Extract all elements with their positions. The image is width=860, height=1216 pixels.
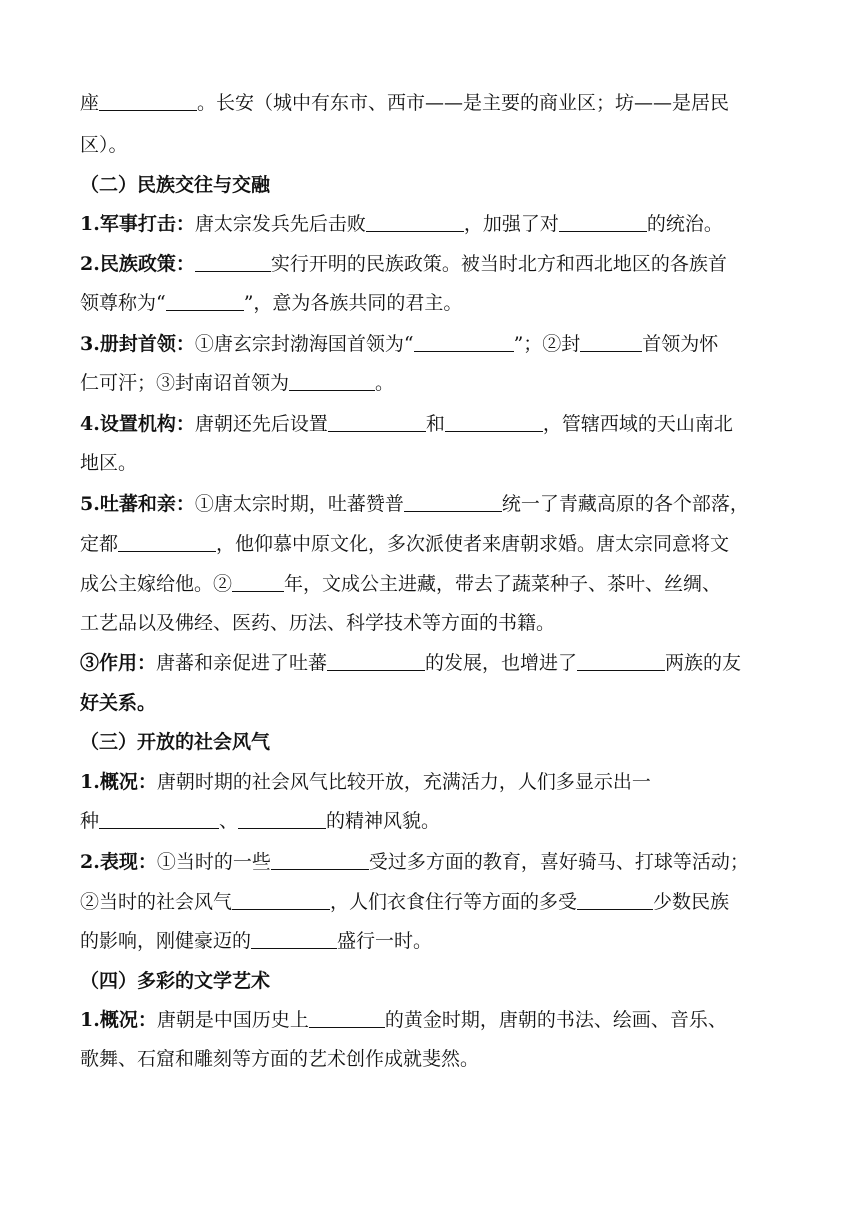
fill-in-blank[interactable] — [414, 333, 514, 352]
text-span: 唐朝时期的社会风气比较开放，充满活力，人们多显示出一 — [156, 771, 651, 793]
text-span: 的精神风貌。 — [326, 810, 441, 832]
text-line — [80, 291, 800, 315]
text-line — [80, 1008, 800, 1032]
text-span: ，他仰慕中原文化，多次派使者来唐朝求婚。唐太宗同意将文 — [216, 533, 730, 555]
text-span: 的统治。 — [646, 213, 723, 235]
text-span: ①唐玄宗封渤海国首领为“ — [194, 333, 414, 355]
fill-in-blank[interactable] — [99, 92, 197, 111]
fill-in-blank[interactable] — [166, 292, 244, 311]
bold-text: 5.吐蕃和亲： — [80, 493, 195, 515]
fill-in-blank[interactable] — [577, 891, 653, 910]
fill-in-blank[interactable] — [309, 1009, 385, 1028]
text-span: ①唐太宗时期，吐蕃赞普 — [194, 493, 404, 515]
bold-text: （四）多彩的文学艺术 — [80, 970, 271, 992]
text-line — [80, 890, 800, 914]
text-line — [80, 850, 800, 874]
fill-in-blank[interactable] — [559, 213, 647, 232]
text-span: 。 — [375, 372, 395, 394]
text-span: 唐太宗发兵先后击败 — [194, 213, 366, 235]
text-line — [80, 809, 800, 833]
text-span: 受过多方面的教育，喜好骑马、打球等活动； — [368, 851, 749, 873]
text-line — [80, 252, 800, 276]
text-span: 唐蕃和亲促进了吐蕃 — [156, 652, 328, 674]
bold-text: ③作用： — [80, 652, 157, 674]
text-span: ”，意为各族共同的君主。 — [243, 292, 463, 314]
text-span: ，加强了对 — [463, 213, 559, 235]
bold-text: （三）开放的社会风气 — [80, 731, 271, 753]
text-span: 唐朝还先后设置 — [194, 413, 328, 435]
text-line — [80, 451, 800, 475]
bold-text: 1.军事打击： — [80, 213, 195, 235]
fill-in-blank[interactable] — [232, 891, 330, 910]
text-line — [80, 332, 800, 356]
fill-in-blank[interactable] — [251, 930, 337, 949]
bold-text: 1.概况： — [80, 771, 157, 793]
text-line — [80, 572, 800, 596]
text-line — [80, 91, 800, 115]
bold-text: 好关系。 — [80, 692, 157, 714]
text-span: 少数民族 — [653, 891, 730, 913]
fill-in-blank[interactable] — [99, 810, 219, 829]
fill-in-blank[interactable] — [328, 413, 426, 432]
text-span: 实行开明的民族政策。被当时北方和西北地区的各族首 — [270, 253, 727, 275]
text-span: 定都 — [80, 533, 119, 555]
text-span: 的黄金时期，唐朝的书法、绘画、音乐、 — [384, 1009, 727, 1031]
text-line — [80, 770, 800, 794]
bold-text: 3.册封首领： — [80, 333, 195, 355]
bold-text: 1.概况： — [80, 1009, 157, 1031]
text-line — [80, 969, 800, 993]
text-span: 座 — [80, 92, 100, 114]
text-line — [80, 133, 800, 157]
text-span: ②当时的社会风气 — [80, 891, 233, 913]
text-span: 成公主嫁给他。② — [80, 573, 233, 595]
text-span: 、 — [219, 810, 239, 832]
fill-in-blank[interactable] — [238, 810, 326, 829]
fill-in-blank[interactable] — [195, 253, 271, 272]
bold-text: 2.民族政策： — [80, 253, 195, 275]
text-span: 盛行一时。 — [337, 930, 433, 952]
text-span: 的发展，也增进了 — [425, 652, 578, 674]
text-span: 。长安（城中有东市、西市——是主要的商业区；坊——是居民 — [197, 92, 730, 114]
text-span: 两族的友 — [665, 652, 742, 674]
text-span: 仁可汗；③封南诏首领为 — [80, 372, 290, 394]
bold-text: 2.表现： — [80, 851, 157, 873]
text-span: 和 — [425, 413, 445, 435]
fill-in-blank[interactable] — [327, 652, 425, 671]
text-span: 地区。 — [80, 452, 138, 474]
text-span: 领尊称为“ — [80, 292, 166, 314]
fill-in-blank[interactable] — [445, 413, 543, 432]
text-line — [80, 730, 800, 754]
text-line — [80, 532, 800, 556]
text-line — [80, 611, 800, 635]
bold-text: （二）民族交往与交融 — [80, 174, 271, 196]
text-span: 年，文成公主进藏，带去了蔬菜种子、茶叶、丝绸、 — [284, 573, 722, 595]
text-span: 统一了青藏高原的各个部落， — [501, 493, 749, 515]
text-span: 区）。 — [80, 134, 128, 156]
text-span: 种 — [80, 810, 100, 832]
text-line — [80, 1047, 800, 1071]
text-line — [80, 371, 800, 395]
text-span: 首领为怀 — [642, 333, 719, 355]
text-span: 唐朝是中国历史上 — [156, 1009, 309, 1031]
fill-in-blank[interactable] — [118, 533, 216, 552]
text-line — [80, 929, 800, 953]
fill-in-blank[interactable] — [232, 573, 284, 592]
bold-text: 4.设置机构： — [80, 413, 195, 435]
text-span: 工艺品以及佛经、医药、历法、科学技术等方面的书籍。 — [80, 612, 556, 634]
text-span: ①当时的一些 — [156, 851, 271, 873]
text-line — [80, 691, 800, 715]
text-line — [80, 651, 800, 675]
text-span: 歌舞、石窟和雕刻等方面的艺术创作成就斐然。 — [80, 1048, 480, 1070]
text-line — [80, 212, 800, 236]
fill-in-blank[interactable] — [366, 213, 464, 232]
text-line — [80, 492, 800, 516]
fill-in-blank[interactable] — [580, 333, 642, 352]
fill-in-blank[interactable] — [271, 851, 369, 870]
text-span: ，人们衣食住行等方面的多受 — [330, 891, 578, 913]
fill-in-blank[interactable] — [404, 493, 502, 512]
text-span: ”；②封 — [513, 333, 581, 355]
fill-in-blank[interactable] — [289, 372, 375, 391]
text-span: 的影响，刚健豪迈的 — [80, 930, 252, 952]
text-line — [80, 412, 800, 436]
fill-in-blank[interactable] — [577, 652, 665, 671]
text-span: ，管辖西域的天山南北 — [542, 413, 733, 435]
text-line — [80, 173, 800, 197]
